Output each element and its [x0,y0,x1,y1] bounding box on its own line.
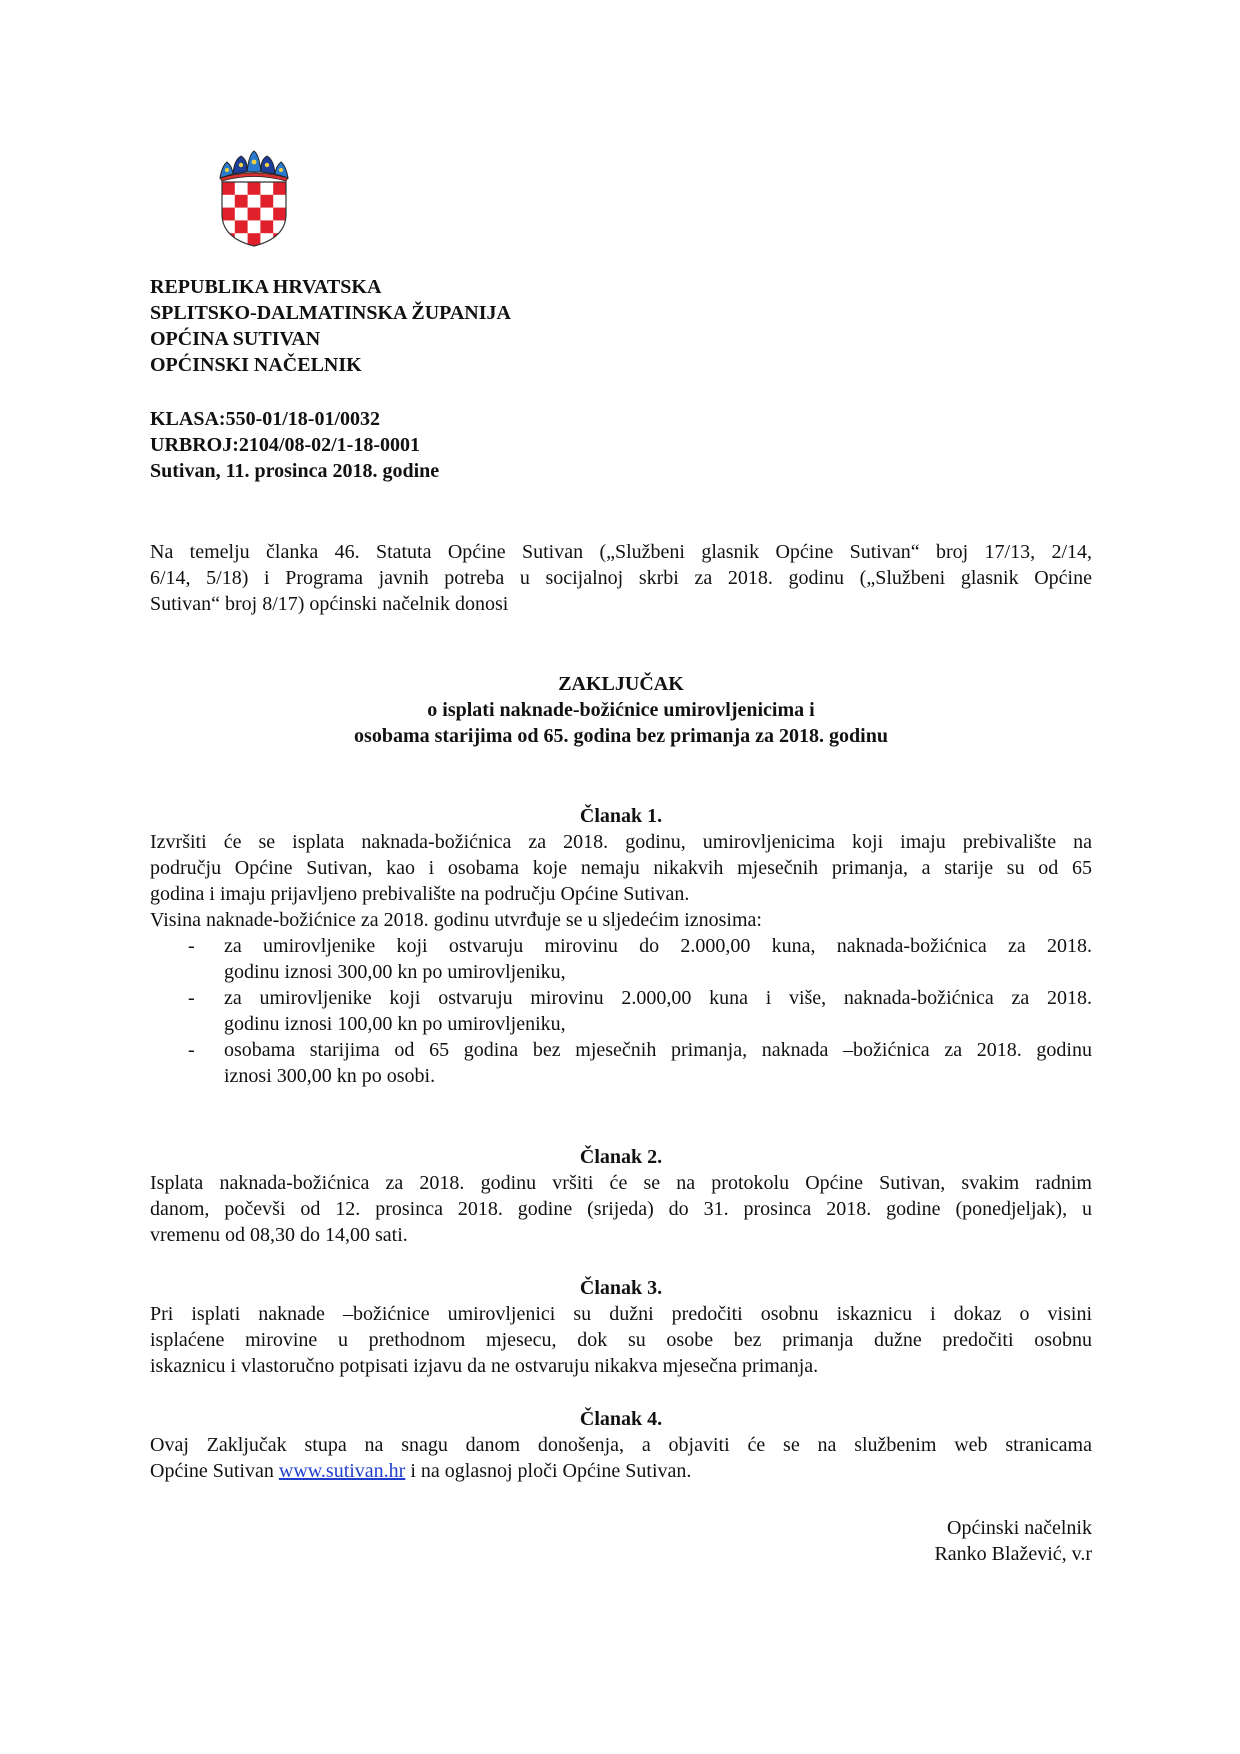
list-item [150,1037,1092,1089]
signature-block [934,1515,1092,1567]
reference-block [150,406,439,484]
intro-line: 6/14, 5/18) i Programa javnih potreba u socijalnoj skrbi za 2018. godinu („Službeni glasnik Općine [150,567,1092,589]
article-2-line: danom, počevši od 12. prosinca 2018. godine (srijeda) do 31. prosinca 2018. godine (ponedjeljak), u [150,1198,1092,1220]
conclusion-title [150,671,1092,749]
klasa-number: KLASA:550-01/18-01/0032 [150,408,380,430]
signatory-name: Ranko Blažević, v.r [934,1543,1092,1565]
article-3-line: iskaznicu i vlastoručno potpisati izjavu da ne ostvaruju nikakva mjesečna primanja. [150,1355,819,1377]
document-date: Sutivan, 11. prosinca 2018. godine [150,460,440,482]
list-item [150,933,1092,985]
checkerboard-shield [222,182,286,248]
header-line-republic: REPUBLIKA HRVATSKA [150,276,382,298]
article-4 [150,1406,1092,1484]
article-1 [150,803,1092,1089]
intro-line: Na temelju članka 46. Statuta Općine Sutivan („Službeni glasnik Općine Sutivan“ broj 17/13, 2/14, [150,541,1092,563]
article-3-line: Pri isplati naknade –božićnice umirovljenici su dužni predočiti osobnu iskaznicu i dokaz o visini [150,1303,1092,1325]
authority-header [150,274,511,378]
amounts-list [150,933,1092,1089]
urbroj-number: URBROJ:2104/08-02/1-18-0001 [150,434,420,456]
list-item-line: godinu iznosi 100,00 kn po umirovljeniku, [224,1013,566,1035]
article-2-heading: Članak 2. [579,1146,663,1168]
article-3 [150,1275,1092,1379]
header-line-municipality: OPĆINA SUTIVAN [150,328,321,350]
header-line-mayor: OPĆINSKI NAČELNIK [150,354,362,376]
intro-paragraph [150,539,1092,617]
bullet-dash: - [188,935,195,957]
article-1-line: Izvršiti će se isplata naknada-božićnica za 2018. godinu, umirovljenicima koji imaju prebivalište na [150,831,1092,853]
title-subtitle-2: osobama starijima od 65. godina bez primanja za 2018. godinu [354,725,888,747]
article-3-line: isplaćene mirovine u prethodnom mjesecu, dok su osobe bez primanja dužne predočiti osobnu [150,1329,1092,1351]
article-1-line: godina i imaju prijavljeno prebivalište na području Općine Sutivan. [150,883,690,905]
article-4-text-before-link: Općine Sutivan [150,1460,279,1482]
intro-line: Sutivan“ broj 8/17) općinski načelnik donosi [150,593,509,615]
article-2 [150,1144,1092,1248]
signatory-role: Općinski načelnik [947,1517,1092,1539]
title-subtitle-1: o isplati naknade-božićnice umirovljenicima i [427,699,815,721]
article-2-line: Isplata naknada-božićnica za 2018. godinu vršiti će se na protokolu Općine Sutivan, svakim radnim [150,1172,1092,1194]
article-2-line: vremenu od 08,30 do 14,00 sati. [150,1224,408,1246]
crown [220,151,288,181]
article-4-text-after-link: i na oglasnoj ploči Općine Sutivan. [405,1460,692,1482]
list-item-line: za umirovljenike koji ostvaruju mirovinu 2.000,00 kuna i više, naknada-božićnica za 2018. [224,987,1092,1009]
article-1-line: području Općine Sutivan, kao i osobama koje nemaju nikakvih mjesečnih primanja, a starije su od 65 [150,857,1092,879]
amounts-intro: Visina naknade-božićnice za 2018. godinu utvrđuje se u sljedećim iznosima: [150,909,762,931]
article-4-line [150,1458,1092,1484]
header-line-county: SPLITSKO-DALMATINSKA ŽUPANIJA [150,302,511,324]
article-4-line: Ovaj Zaključak stupa na snagu danom donošenja, a objaviti će se na službenim web stranicama [150,1434,1092,1456]
website-link[interactable]: www.sutivan.hr [278,1460,406,1482]
article-4-heading: Članak 4. [579,1408,663,1430]
title-main: ZAKLJUČAK [558,673,684,695]
list-item [150,985,1092,1037]
list-item-line: za umirovljenike koji ostvaruju mirovinu do 2.000,00 kuna, naknada-božićnica za 2018. [224,935,1092,957]
bullet-dash: - [188,987,195,1009]
article-1-heading: Članak 1. [579,805,663,827]
list-item-line: iznosi 300,00 kn po osobi. [224,1065,436,1087]
article-3-heading: Članak 3. [579,1277,663,1299]
bullet-dash: - [188,1039,195,1061]
croatian-coat-of-arms-icon [216,148,292,248]
list-item-line: osobama starijima od 65 godina bez mjesečnih primanja, naknada –božićnica za 2018. godinu [224,1039,1092,1061]
list-item-line: godinu iznosi 300,00 kn po umirovljeniku, [224,961,566,983]
